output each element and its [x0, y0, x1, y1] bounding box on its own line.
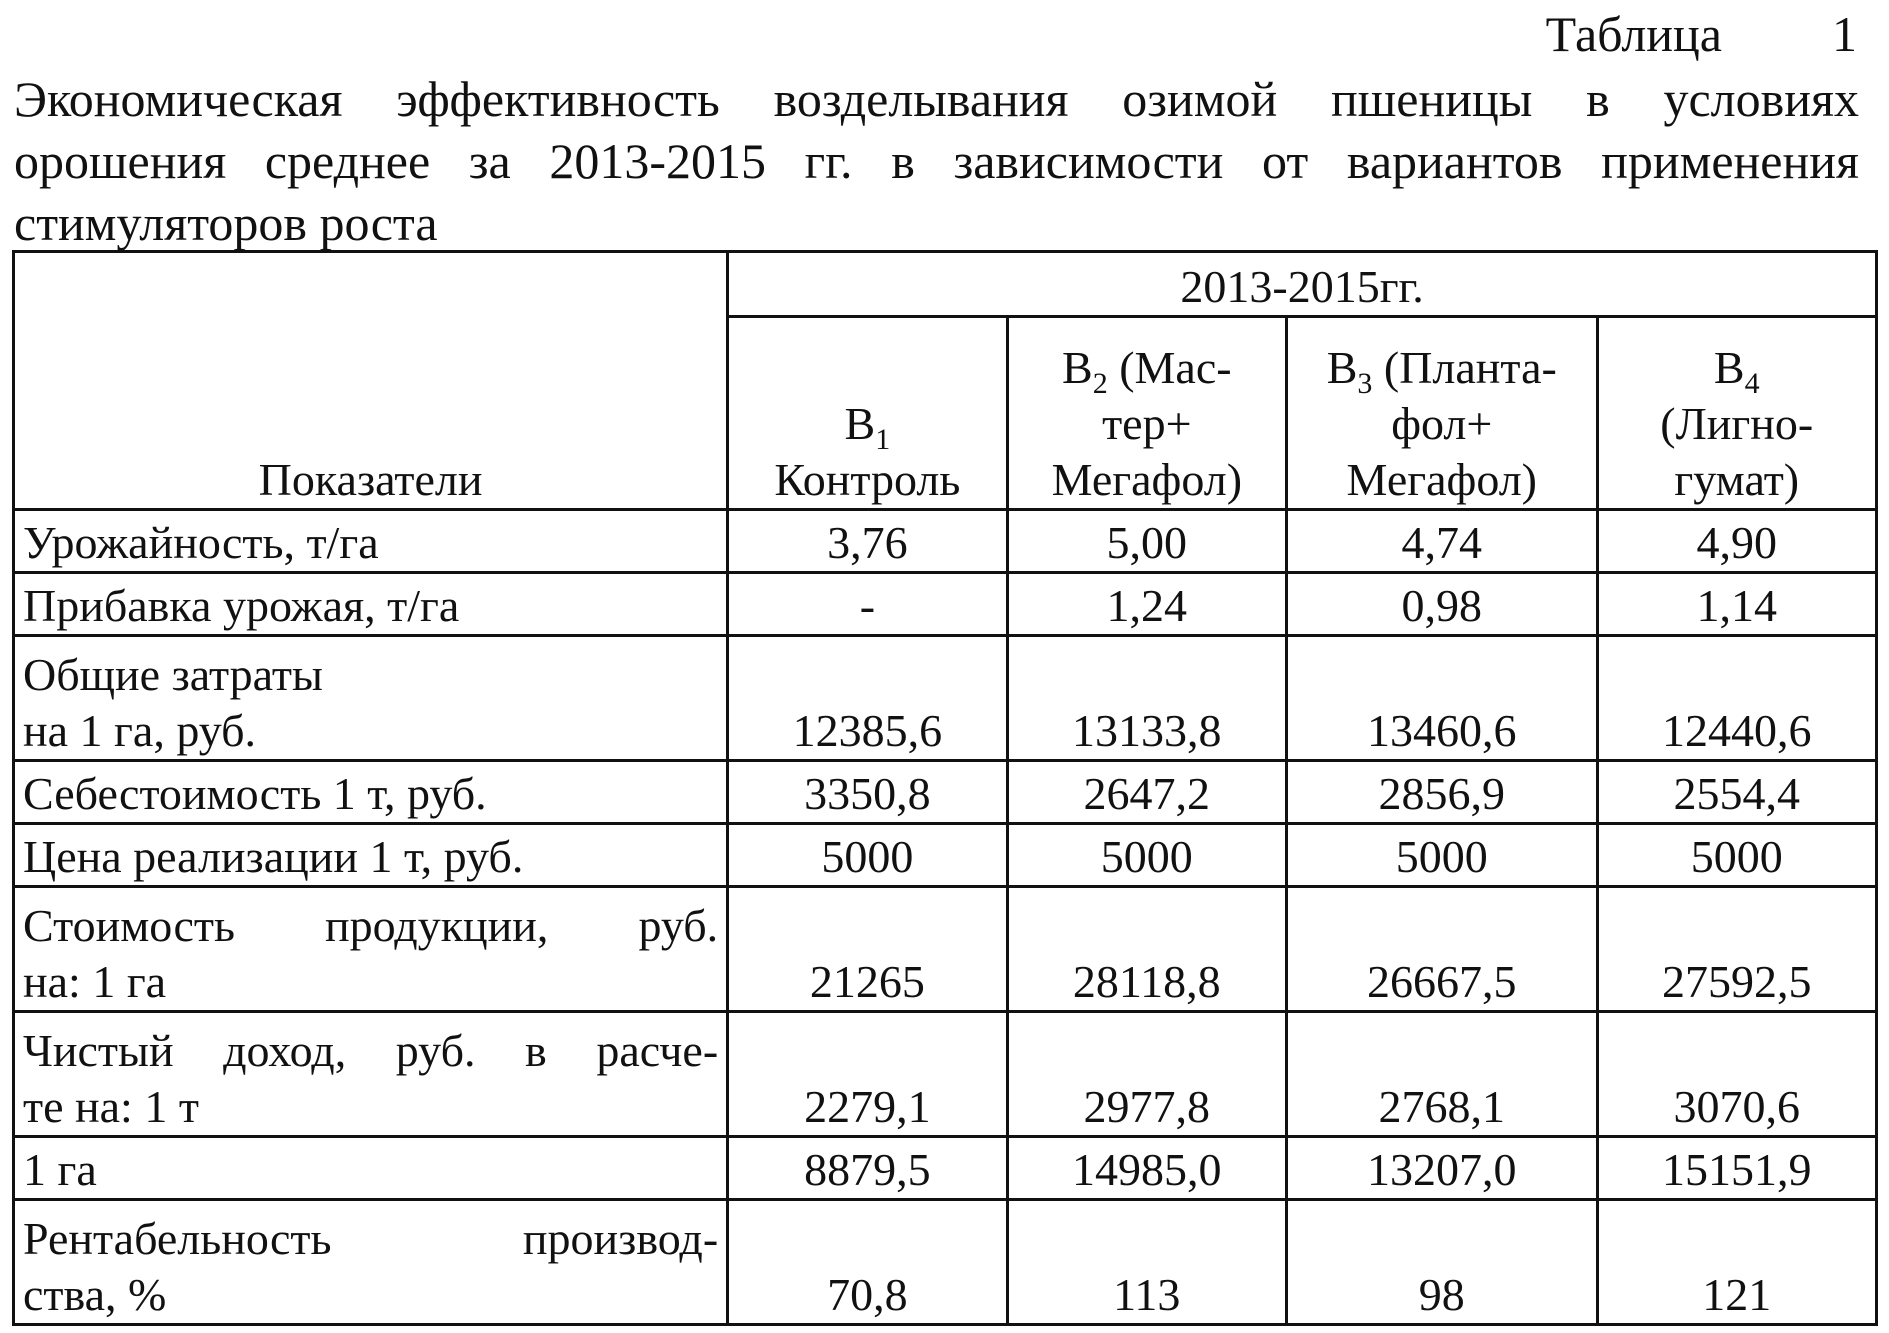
- table-row: [14, 1137, 1877, 1200]
- cell-value: 4,74: [1287, 510, 1598, 573]
- cell-value: 3350,8: [728, 761, 1007, 824]
- cell-value: 70,8: [728, 1200, 1007, 1325]
- cell-value: 2977,8: [1007, 1012, 1286, 1137]
- row-label: Чистый доход, руб. в расче- те на: 1 т: [14, 1012, 728, 1137]
- cell-value: 14985,0: [1007, 1137, 1286, 1200]
- cell-value: 121: [1597, 1200, 1876, 1325]
- cell-value: 2554,4: [1597, 761, 1876, 824]
- row-label: Урожайность, т/га: [14, 510, 728, 573]
- table-title: [14, 68, 1859, 254]
- cell-value: 98: [1287, 1200, 1598, 1325]
- variant-header: $В_3$ (Планта- фол+ Мегафол): [1287, 317, 1598, 510]
- cell-value: 5000: [1007, 824, 1286, 887]
- table-row: [14, 1012, 1877, 1137]
- table-row: [14, 573, 1877, 636]
- cell-value: 0,98: [1287, 573, 1598, 636]
- period-header: 2013-2015гг.: [728, 252, 1877, 317]
- cell-value: 28118,8: [1007, 887, 1286, 1012]
- cell-value: 4,90: [1597, 510, 1876, 573]
- variant-header: $В_1$ Контроль: [728, 317, 1007, 510]
- cell-value: 5,00: [1007, 510, 1286, 573]
- variant-header: $В_4$ (Лигно- гумат): [1597, 317, 1876, 510]
- cell-value: 13207,0: [1287, 1137, 1598, 1200]
- cell-value: 1,14: [1597, 573, 1876, 636]
- cell-value: 12385,6: [728, 636, 1007, 761]
- cell-value: 2647,2: [1007, 761, 1286, 824]
- cell-value: 21265: [728, 887, 1007, 1012]
- cell-value: 113: [1007, 1200, 1286, 1325]
- cell-value: 5000: [1597, 824, 1876, 887]
- economics-table: [12, 250, 1878, 1326]
- cell-value: 27592,5: [1597, 887, 1876, 1012]
- row-label: Себестоимость 1 т, руб.: [14, 761, 728, 824]
- row-label: Прибавка урожая, т/га: [14, 573, 728, 636]
- row-label: Стоимость продукции, руб. на: 1 га: [14, 887, 728, 1012]
- cell-value: 8879,5: [728, 1137, 1007, 1200]
- cell-value: 5000: [728, 824, 1007, 887]
- cell-value: 1,24: [1007, 573, 1286, 636]
- variant-header: $В_2$ (Мас- тер+ Мегафол): [1007, 317, 1286, 510]
- cell-value: 15151,9: [1597, 1137, 1876, 1200]
- row-label: Рентабельность производ- ства, %: [14, 1200, 728, 1325]
- table-row: [14, 636, 1877, 761]
- row-label: Общие затраты на 1 га, руб.: [14, 636, 728, 761]
- title-line: стимуляторов роста: [14, 195, 438, 251]
- table-row: [14, 887, 1877, 1012]
- title-line: орошения среднее за 2013-2015 гг. в зависимости от вариантов применения: [14, 133, 1859, 189]
- cell-value: 2279,1: [728, 1012, 1007, 1137]
- table-row: [14, 510, 1877, 573]
- title-line: Экономическая эффективность возделывания озимой пшеницы в условиях: [14, 71, 1859, 127]
- cell-value: 13133,8: [1007, 636, 1286, 761]
- cell-value: 2768,1: [1287, 1012, 1598, 1137]
- row-label: Цена реализации 1 т, руб.: [14, 824, 728, 887]
- indicator-header: Показатели: [14, 252, 728, 510]
- row-label: 1 га: [14, 1137, 728, 1200]
- cell-value: 5000: [1287, 824, 1598, 887]
- table-row: [14, 824, 1877, 887]
- cell-value: 26667,5: [1287, 887, 1598, 1012]
- cell-value: -: [728, 573, 1007, 636]
- cell-value: 3,76: [728, 510, 1007, 573]
- table-caption: [1546, 4, 1857, 64]
- cell-value: 3070,6: [1597, 1012, 1876, 1137]
- cell-value: 13460,6: [1287, 636, 1598, 761]
- cell-value: 2856,9: [1287, 761, 1598, 824]
- cell-value: 12440,6: [1597, 636, 1876, 761]
- caption-number: 1: [1832, 6, 1857, 62]
- table-row: [14, 761, 1877, 824]
- table-row: [14, 1200, 1877, 1325]
- caption-word: Таблица: [1545, 6, 1722, 62]
